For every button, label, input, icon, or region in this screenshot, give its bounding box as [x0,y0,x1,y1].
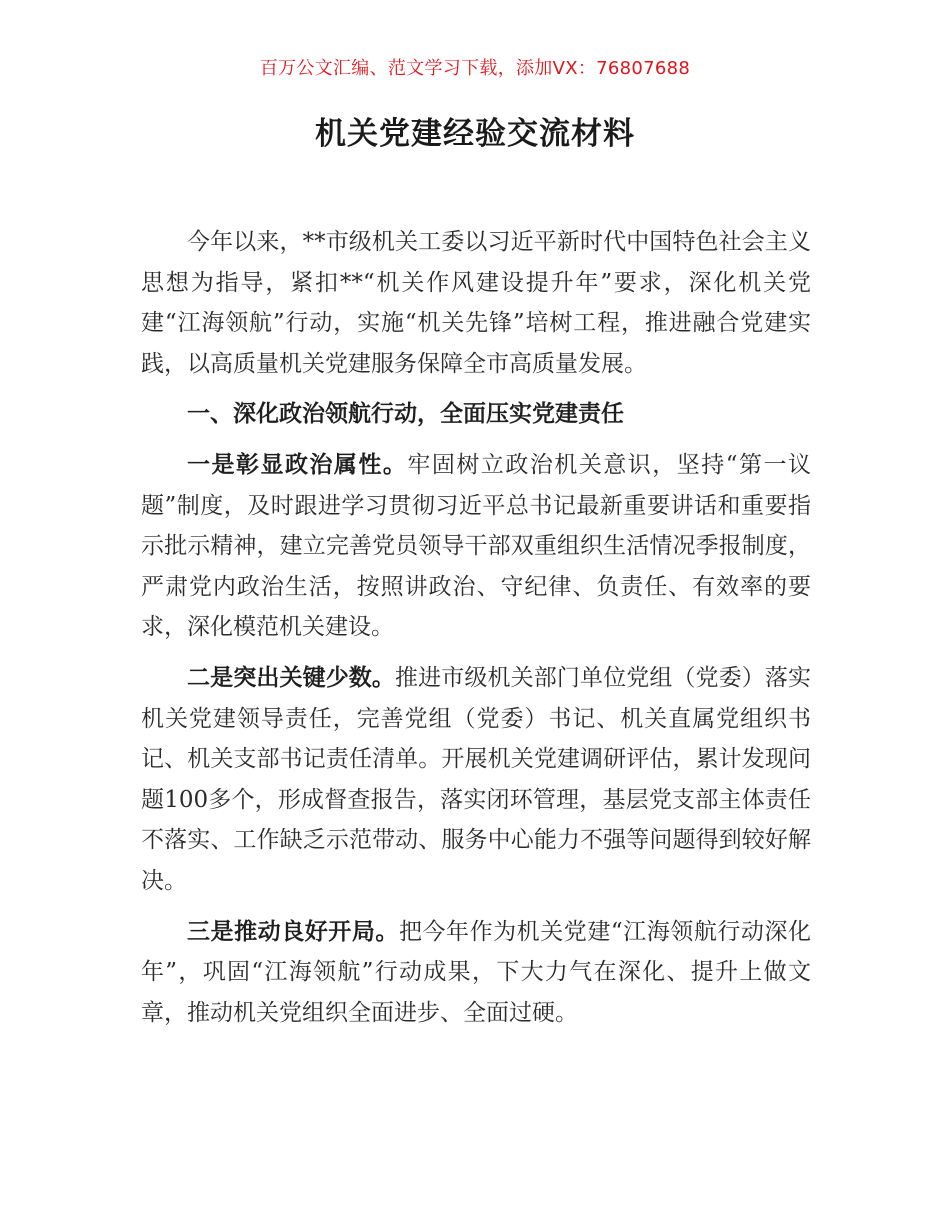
point-lead-3: 三是推动良好开局。 [187,918,399,945]
point-paragraph-3 [141,912,811,1034]
point-text-1: 牢固树立政治机关意识，坚持“第一议题”制度，及时跟进学习贯彻习近平总书记最新重要讲话和重要指示批示精神，建立完善党员领导干部双重组织生活情况季报制度，严肃党内政治生活，按照讲政治、守纪律、负责任、有效率的要求，深化模范机关建设。 [141,451,811,641]
section-heading-1: 一、深化政治领航行动，全面压实党建责任 [187,401,624,428]
point-paragraph-1 [141,445,811,648]
document-title: 机关党建经验交流材料 [315,116,635,152]
point-text-2: 推进市级机关部门单位党组（党委）落实机关党建领导责任，完善党组（党委）书记、机关直属党组织书记、机关支部书记责任清单。开展机关党建调研评估，累计发现问题100多个，形成督查报告，落实闭环管理，基层党支部主体责任不落实、工作缺乏示范带动、服务中心能力不强等问题得到较好解决。 [141,664,812,894]
point-text-3: 把今年作为机关党建“江海领航行动深化年”，巩固“江海领航”行动成果，下大力气在深化、提升上做文章，推动机关党组织全面进步、全面过硬。 [141,918,812,1026]
intro-paragraph: 今年以来，**市级机关工委以习近平新时代中国特色社会主义思想为指导，紧扣**“机关作风建设提升年”要求，深化机关党建“江海领航”行动，实施“机关先锋”培树工程，推进融合党建实践，以高质量机关党建服务保障全市高质量发展。 [141,229,811,377]
point-lead-1: 一是彰显政治属性。 [187,451,408,478]
point-paragraph-2 [141,658,811,902]
promo-banner: 百万公文汇编、范文学习下载，添加VX：76807688 [259,58,691,79]
point-lead-2: 二是突出关键少数。 [187,664,396,691]
document-body [141,222,811,1043]
